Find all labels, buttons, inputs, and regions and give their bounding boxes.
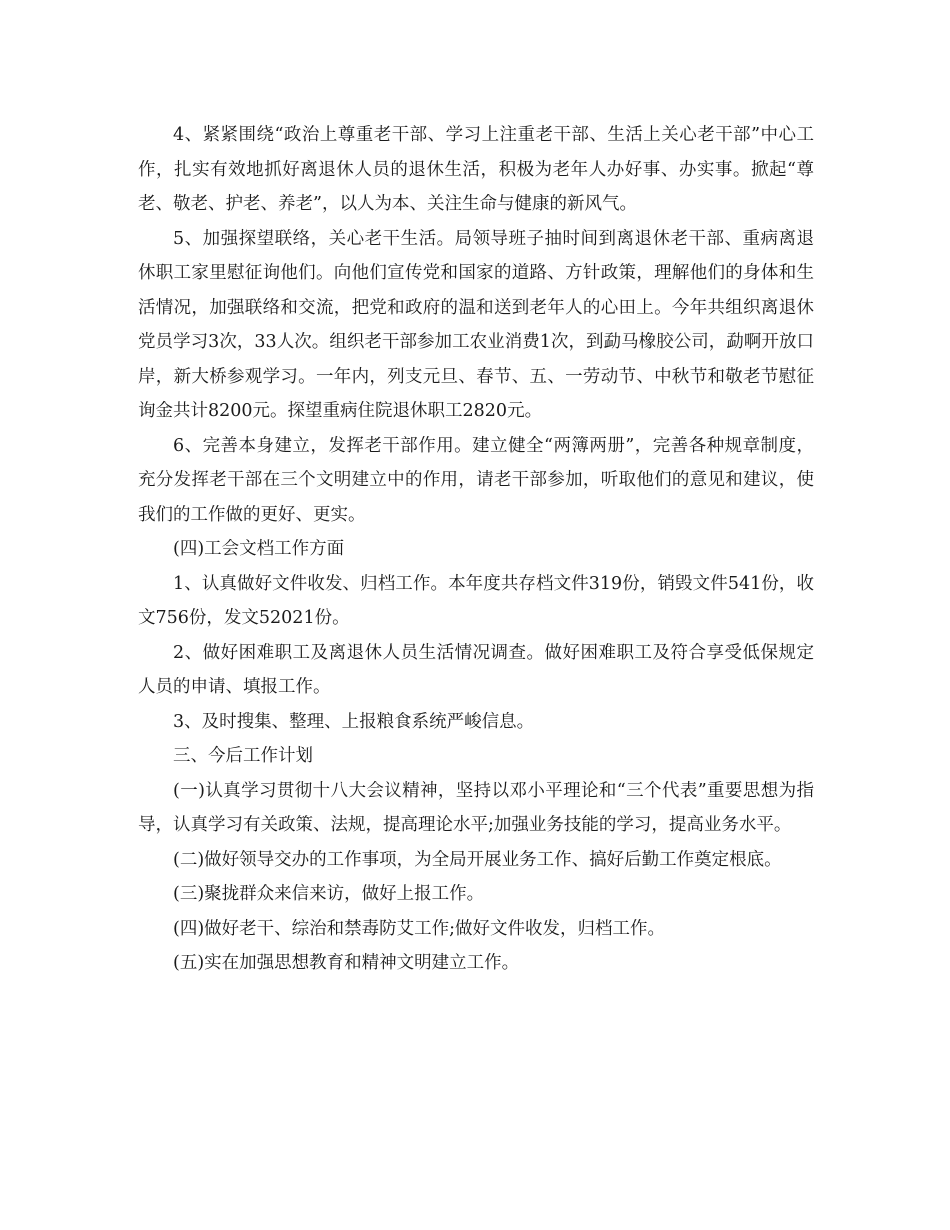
plan-item-4: (四)做好老干、综治和禁毒防艾工作;做好文件收发，归档工作。 xyxy=(173,918,666,939)
section-heading-union-archives: (四)工会文档工作方面 xyxy=(173,539,345,559)
paragraph-item-5-visits: 5、加强探望联络，关心老干生活。局领导班子抽时间到离退休老干部、重病离退休职工家里慰征询他们。向他们宣传党和国家的道路、方针政策，理解他们的身体和生活情况，加强联络和交流，把党和政府的温和送到老年人的心田上。今年共组织离退休党员学习3次，33人次。组织老干部参加工农业消费1次，到勐马橡胶公司，勐啊开放口岸，新大桥参观学习。一年内，列支元旦、春节、五、一劳动节、中秋节和敬老节慰征询金共计8200元。探望重病住院退休职工2820元。 xyxy=(138,228,814,421)
plan-item-2: (二)做好领导交办的工作事项，为全局开展业务工作、搞好后勤工作奠定根底。 xyxy=(173,849,782,870)
plan-item-3: (三)聚拢群众来信来访，做好上报工作。 xyxy=(173,884,485,904)
paragraph-item-6-self-building: 6、完善本身建立，发挥老干部作用。建立健全“两簿两册”，完善各种规章制度，充分发挥老干部在三个文明建立中的作用，请老干部参加，听取他们的意见和建议，使我们的工作做的更好、更实。 xyxy=(138,435,814,525)
plan-item-1: (一)认真学习贯彻十八大会议精神，坚持以邓小平理论和“三个代表”重要思想为指导，认真学习有关政策、法规，提高理论水平;加强业务技能的学习，提高业务水平。 xyxy=(138,780,814,835)
plan-item-5: (五)实在加强思想教育和精神文明建立工作。 xyxy=(173,953,520,973)
section-heading-future-plan: 三、今后工作计划 xyxy=(173,746,313,766)
document-body xyxy=(138,118,814,981)
paragraph-item-1-files: 1、认真做好文件收发、归档工作。本年度共存档文件319份，销毁文件541份，收文756份，发文52021份。 xyxy=(138,573,814,628)
paragraph-item-4-elderly-cadres: 4、紧紧围绕“政治上尊重老干部、学习上注重老干部、生活上关心老干部”中心工作，扎实有效地抓好离退休人员的退休生活，积极为老年人办好事、办实事。掀起“尊老、敬老、护老、养老”，以人为本、关注生命与健康的新风气。 xyxy=(138,125,814,214)
paragraph-item-3-info: 3、及时搜集、整理、上报粮食系统严峻信息。 xyxy=(173,711,535,732)
paragraph-item-2-survey: 2、做好困难职工及离退休人员生活情况调查。做好困难职工及符合享受低保规定人员的申请、填报工作。 xyxy=(138,642,814,697)
